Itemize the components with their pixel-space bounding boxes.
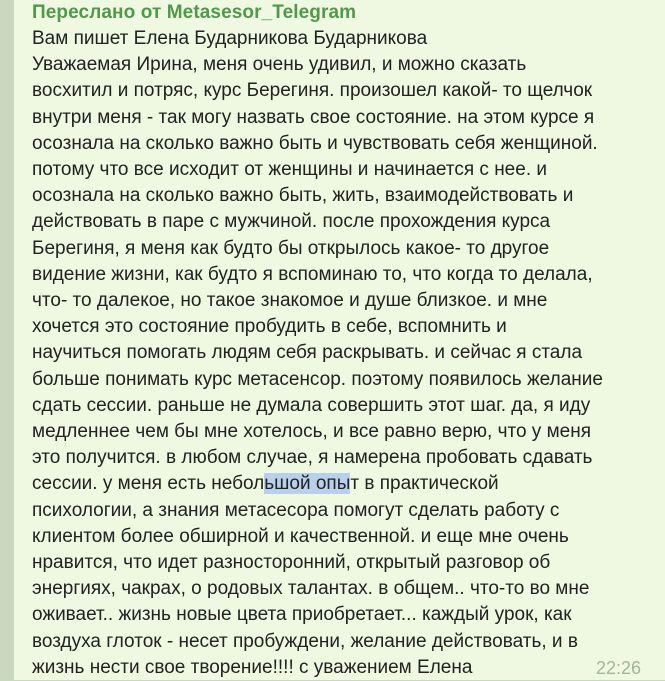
message-line: внутри меня - так могу назвать свое состояние. на этом курсе я [32,106,595,128]
message-line: энергиях, чакрах, о родовых талантах. в общем.. что-то во мне [32,578,590,600]
message-line: клиентом более обширной и качественной. и еще мне очень [32,525,569,547]
line-text-after-selection: т в практической [350,473,499,495]
message-line: сдать сессии. раньше не думала совершить этот шаг. да, я иду [32,394,591,416]
message-line: больше понимать курс метасенсор. поэтому появилось желание [32,368,603,390]
message-line: видение жизни, как будто я вспоминаю то, что когда то делала, [32,263,593,285]
message-line: это получится. в любом случае, я намерена пробовать сдавать [32,447,593,469]
line-text-before-selection: сессии. у меня есть небол [32,473,265,495]
message-line: воздуха глоток - несет пробуждени, желание действовать, и в [32,630,578,652]
message-line: Уважаемая Ирина, меня очень удивил, и можно сказать [32,54,527,76]
message-line: хочется это состояние пробудить в себе, вспомнить и [32,316,507,338]
message-line: нравится, что идет разносторонний, открытый разговор об [32,552,551,574]
message-line: оживает.. жизнь новые цвета приобретает... каждый урок, как [32,604,572,626]
message-line: осознала на сколько важно быть, жить, взаимодействовать и [32,185,574,207]
message-line: научиться помогать людям себя раскрывать. и сейчас я стала [32,342,583,364]
message-line: восхитил и потряс, курс Берегиня. произошел какой- то щелчок [32,80,593,102]
message-line: жизнь нести свое творение!!!! с уважением Елена [32,656,473,678]
message-line-with-selection [32,471,657,497]
forwarded-from-link[interactable]: Переслано от Metasesor_Telegram [32,2,357,23]
message-bubble[interactable] [14,0,665,680]
message-text [32,26,657,681]
message-line: осознала на сколько важно быть и чувствовать себя женщиной. [32,132,598,154]
message-timestamp: 22:26 [595,658,641,678]
message-line: что- то далекое, но такое знакомое и душе близкое. и мне [32,290,548,312]
message-line: психологии, а знания метасесора помогут сделать работу с [32,499,560,521]
message-line: Вам пишет Елена Бударникова Бударникова [32,28,428,49]
message-line: медленнее чем бы мне хотелось, и все равно верю, что у меня [32,421,591,443]
selected-text: ьшой опы [264,473,351,495]
message-line: потому что все исходит от женщины и начинается с нее. и [32,159,547,181]
message-line: Берегиня, я меня как будто бы открылось какое- то другое [32,237,550,259]
message-line: действовать в паре с мужчиной. после прохождения курса [32,211,551,233]
